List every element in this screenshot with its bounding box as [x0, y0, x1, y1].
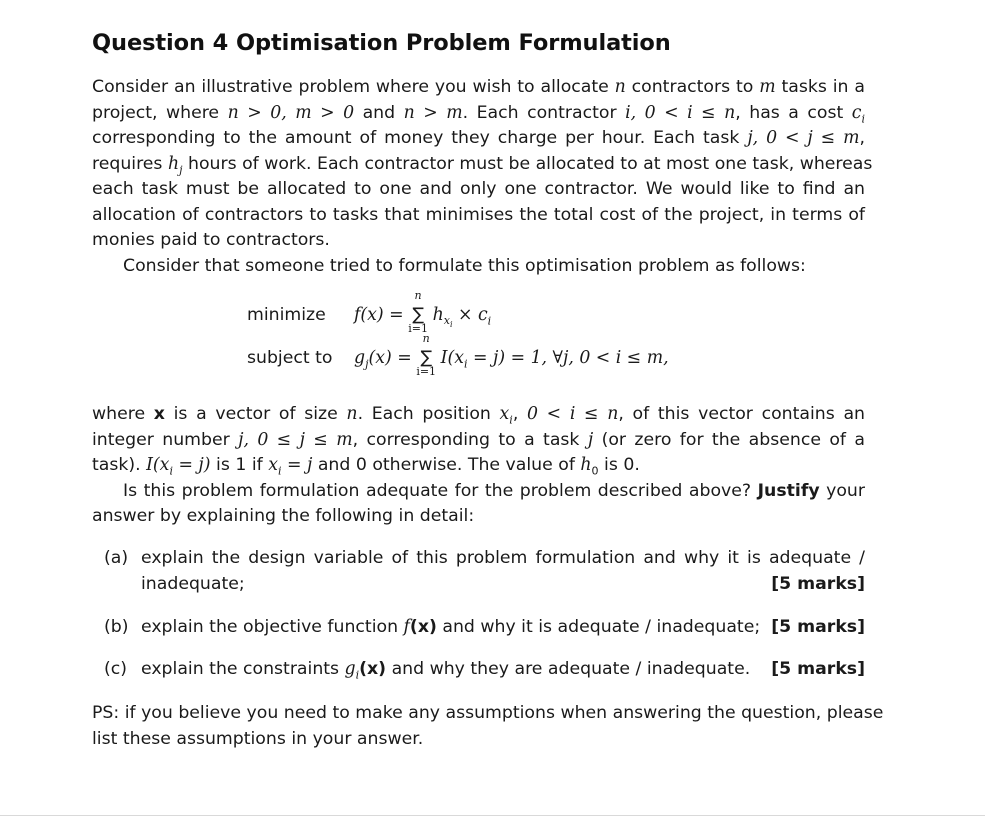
page-bottom-divider — [0, 815, 985, 816]
sum-symbol: ∑ n i=1 — [416, 332, 437, 378]
text-line: project, where n > 0, m > 0 and n > m. Each contractor i, 0 < i ≤ n, has a cost $c_i$ — [92, 102, 865, 125]
marks-badge: [5 marks] — [771, 573, 865, 594]
problem-description — [92, 75, 873, 279]
text-line: Is this problem formulation adequate for the problem described above? Justify your — [123, 480, 865, 501]
text-line: Consider that someone tried to formulate this optimisation problem as follows: — [123, 255, 806, 276]
text-line: Consider an illustrative problem where you wish to allocate n contractors to m tasks in a — [92, 77, 865, 97]
item-text: explain the objective function f(x) and why it is adequate / inadequate; — [141, 617, 761, 637]
text-line: allocation of contractors to tasks that minimises the total cost of the project, in terms of — [92, 204, 865, 225]
sum-symbol: ∑ n i=1 — [408, 289, 428, 335]
subject-to-label: subject to — [247, 348, 333, 368]
text-line: integer number j, 0 ≤ j ≤ m, corresponding to a task j (or zero for the absence of a — [92, 429, 865, 450]
text-line: each task must be allocated to one and only one contractor. We would like to find an — [92, 179, 865, 199]
marks-badge: [5 marks] — [771, 617, 865, 637]
text-line: list these assumptions in your answer. — [92, 728, 424, 749]
text-line: where x is a vector of size n. Each position $x_i$, 0 < i ≤ n, of this vector contains an — [92, 404, 865, 427]
item-text: explain the constraints $g_i(x)$ and why they are adequate / inadequate. — [141, 659, 751, 682]
constraint-expression: $g_j(x)$ = ∑ n i=1 $I(x_i = j) = 1$, ∀j, 0 < i ≤ m, — [354, 332, 669, 378]
marks-badge: [5 marks] — [771, 659, 865, 679]
objective-expression: f(x) = ∑ n i=1 $h_{x_i} \times c_i$ — [354, 289, 492, 335]
text-line: monies paid to contractors. — [92, 230, 330, 250]
ps-note — [92, 701, 884, 752]
text-line: requires $h_j$ hours of work. Each contractor must be allocated to at most one task, whereas — [92, 153, 873, 176]
text-line: corresponding to the amount of money they charge per hour. Each task j, 0 < j ≤ m, — [92, 128, 865, 148]
item-label: (b) — [104, 617, 129, 637]
text-line: task). $I(x_i = j)$ is 1 if $x_i = j$ and 0 otherwise. The value of $h_0$ is 0. — [92, 455, 640, 478]
item-label: (a) — [104, 548, 129, 568]
text-line: PS: if you believe you need to make any assumptions when answering the question, please — [92, 703, 884, 723]
minimize-label: minimize — [247, 305, 326, 325]
question-title: Question 4 Optimisation Problem Formulation — [92, 30, 671, 56]
item-label: (c) — [104, 659, 127, 679]
item-text: explain the design variable of this problem formulation and why it is adequate / inadequate; — [141, 548, 865, 594]
formulation-explanation — [92, 402, 865, 530]
question-item-a — [104, 546, 865, 598]
text-line: answer by explaining the following in detail: — [92, 506, 475, 526]
